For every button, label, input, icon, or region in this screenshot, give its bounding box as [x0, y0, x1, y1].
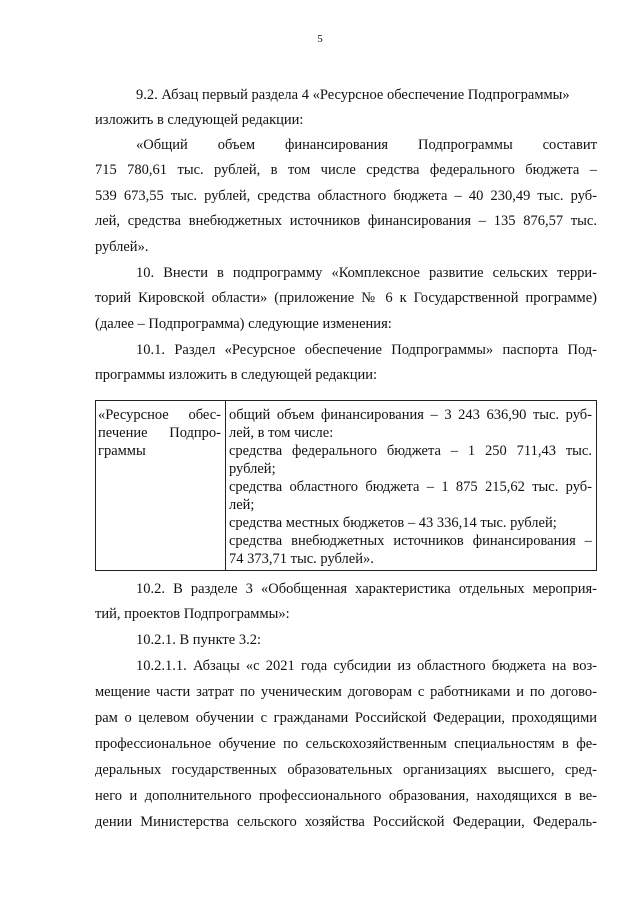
table-right-line-3: средства федерального бюджета – 1 250 711,43 тыс. [229, 443, 592, 459]
table-right-line-7: средства местных бюджетов – 43 336,14 тыс. рублей; [229, 515, 557, 531]
table-right-line-5: средства областного бюджета – 1 875 215,62 тыс. руб- [229, 479, 592, 495]
table-right-line-6: лей; [229, 497, 255, 513]
table-left-line-1: «Ресурсное обес- [98, 407, 221, 423]
table-right-line-2: лей, в том числе: [229, 425, 334, 441]
paragraph-10-2-1-1-line-7: дении Министерства сельского хозяйства Российской Федерации, Федераль- [95, 814, 597, 830]
table-right-line-1: общий объем финансирования – 3 243 636,90 тыс. руб- [229, 407, 592, 423]
page-number: 5 [317, 33, 323, 45]
paragraph-10-line-2: торий Кировской области» (приложение № 6 к Государственной программе) [95, 290, 597, 306]
paragraph-10-2-1-1-line-3: рам о целевом обучении с гражданами Российской Федерации, проходящими [95, 710, 597, 726]
quote-line-2: 715 780,61 тыс. рублей, в том числе средства федерального бюджета – [95, 162, 597, 178]
paragraph-9-2-line-2: изложить в следующей редакции: [95, 112, 304, 128]
paragraph-10-2-1-1-line-5: деральных государственных образовательных организациях высшего, сред- [95, 762, 597, 778]
quote-line-3: 539 673,55 тыс. рублей, средства областного бюджета – 40 230,49 тыс. руб- [95, 188, 597, 204]
quote-line-1: «Общий объем финансирования Подпрограммы составит [136, 137, 597, 153]
quote-line-5: рублей». [95, 239, 149, 255]
table-right-line-4: рублей; [229, 461, 276, 477]
paragraph-10-2-line-1: 10.2. В разделе 3 «Обобщенная характеристика отдельных мероприя- [136, 581, 597, 597]
paragraph-10-1-line-2: программы изложить в следующей редакции: [95, 367, 378, 383]
paragraph-10-2-1-1-line-1: 10.2.1.1. Абзацы «с 2021 года субсидии из областного бюджета на воз- [136, 658, 597, 674]
paragraph-10-2-1-1-line-2: мещение части затрат по ученическим договорам с работниками и по догово- [95, 684, 597, 700]
quote-line-4: лей, средства внебюджетных источников финансирования – 135 876,57 тыс. [95, 213, 597, 229]
paragraph-10-2-line-2: тий, проектов Подпрограммы»: [95, 606, 290, 622]
paragraph-9-2-line-1: 9.2. Абзац первый раздела 4 «Ресурсное обеспечение Подпрограммы» [136, 87, 570, 103]
table-left-line-3: граммы [98, 443, 146, 459]
paragraph-10-line-1: 10. Внести в подпрограмму «Комплексное развитие сельских терри- [136, 265, 597, 281]
table-left-line-2: печение Подпро- [98, 425, 221, 441]
table-right-line-8: средства внебюджетных источников финансирования – [229, 533, 592, 549]
table-right-line-9: 74 373,71 тыс. рублей». [229, 551, 374, 567]
paragraph-10-1-line-1: 10.1. Раздел «Ресурсное обеспечение Подпрограммы» паспорта Под- [136, 342, 597, 358]
paragraph-10-2-1-1-line-4: профессиональное обучение по сельскохозяйственным специальностям в фе- [95, 736, 597, 752]
paragraph-10-line-3: (далее – Подпрограмма) следующие изменения: [95, 316, 392, 332]
paragraph-10-2-1-1-line-6: него и дополнительного профессионального образования, находящихся в ве- [95, 788, 597, 804]
paragraph-10-2-1: 10.2.1. В пункте 3.2: [136, 632, 261, 648]
table-column-divider [225, 401, 226, 570]
resource-table [95, 400, 597, 571]
